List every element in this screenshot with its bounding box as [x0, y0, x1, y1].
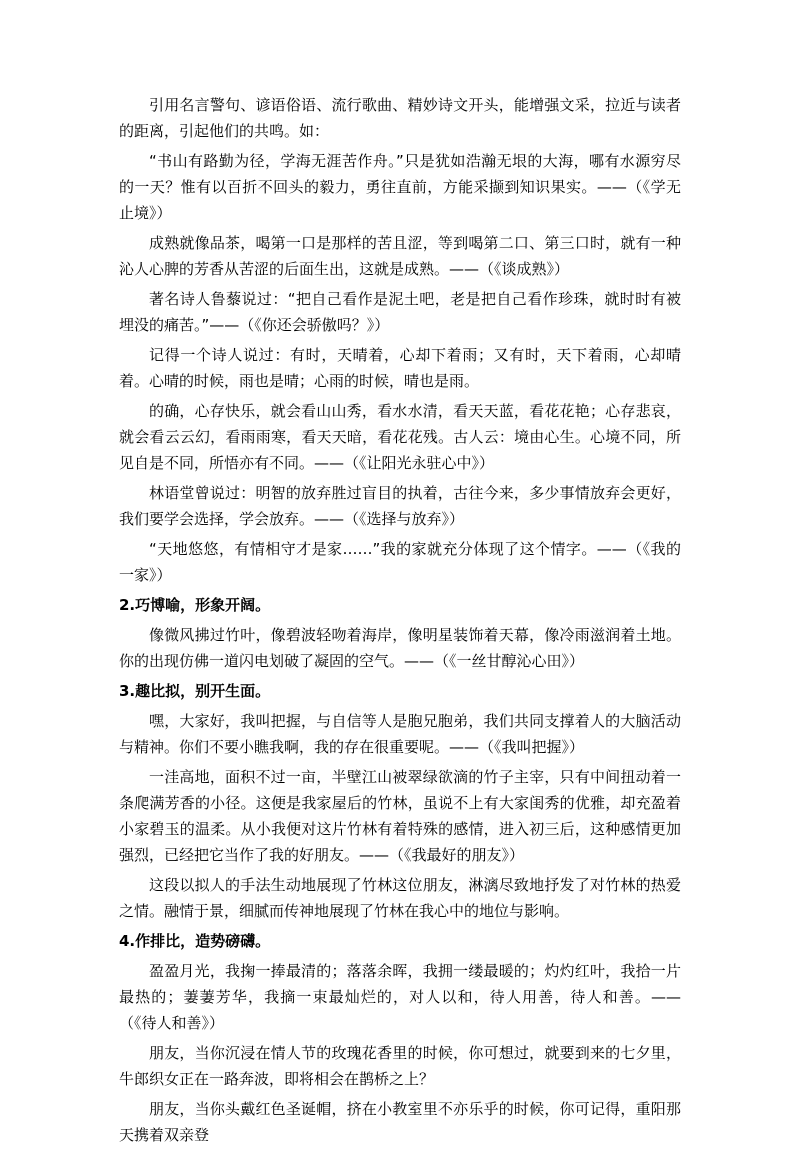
paragraph-friend-valentine: 朋友，当你沉浸在情人节的玫瑰花香里的时候，你可想过，就要到来的七夕里，牛郎织女正在一路奔波，即将相会在鹊桥之上？	[119, 1044, 681, 1088]
paragraph-poet-luli: 著名诗人鲁藜说过：“把自己看作是泥土吧，老是把自己看作珍珠，就时时有被埋没的痛苦。”——（《你还会骄傲吗？》）	[119, 290, 681, 334]
paragraph-metaphor: 像微风拂过竹叶，像碧波轻吻着海岸，像明星装饰着天幕，像冷雨滋润着土地。你的出现仿佛一道闪电划破了凝固的空气。——（《一丝甘醇沁心田》）	[119, 626, 681, 670]
paragraph-grasp: 嘿，大家好，我叫把握，与自信等人是胞兄胞弟，我们共同支撑着人的大脑活动与精神。你们不要小瞧我啊，我的存在很重要呢。——（《我叫把握》）	[119, 712, 681, 756]
paragraph-mood: 的确，心存快乐，就会看山山秀，看水水清，看天天蓝，看花花艳；心存悲哀，就会看云云幻，看雨雨寒，看天天暗，看花花残。古人云：境由心生。心境不同，所见自是不同，所悟亦有不同。——（《让阳光永驻心中》）	[119, 402, 681, 472]
paragraph-linyutang: 林语堂曾说过：明智的放弃胜过盲目的执着，古往今来，多少事情放弃会更好，我们要学会选择，学会放弃。——（《选择与放弃》）	[119, 484, 681, 528]
paragraph-friend-christmas: 朋友，当你头戴红色圣诞帽，挤在小教室里不亦乐乎的时候，你可记得，重阳那天携着双亲登	[119, 1100, 681, 1144]
paragraph-bamboo-comment: 这段以拟人的手法生动地展现了竹林这位朋友，淋漓尽致地抒发了对竹林的热爱之情。融情于景，细腻而传神地展现了竹林在我心中的地位与影响。	[119, 876, 681, 920]
paragraph-maturity: 成熟就像品茶，喝第一口是那样的苦且涩，等到喝第二口、第三口时，就有一种沁人心脾的芳香从苦涩的后面生出，这就是成熟。——（《谈成熟》）	[119, 234, 681, 278]
paragraph-family: “天地悠悠，有情相守才是家……”我的家就充分体现了这个情字。——（《我的一家》）	[119, 540, 681, 584]
paragraph-intro: 引用名言警句、谚语俗语、流行歌曲、精妙诗文开头，能增强文采，拉近与读者的距离，引起他们的共鸣。如：	[119, 96, 681, 140]
section-heading-metaphor: 2.巧博喻，形象开阔。	[119, 596, 271, 614]
paragraph-bamboo: 一洼高地，面积不过一亩，半壁江山被翠绿欲滴的竹子主宰，只有中间扭动着一条爬满芳香的小径。这便是我家屋后的竹林，虽说不上有大家闺秀的优雅，却充盈着小家碧玉的温柔。从小我便对这片竹林有着特殊的感情，进入初三后，这种感情更加强烈，已经把它当作了我的好朋友。——（《我最好的朋友》）	[119, 768, 681, 864]
paragraph-moonlight: 盈盈月光，我掬一捧最清的；落落余晖，我拥一缕最暖的；灼灼红叶，我拾一片最热的；萋萋芳华，我摘一束最灿烂的，对人以和，待人用善，待人和善。——（《待人和善》）	[119, 962, 681, 1032]
section-heading-parallelism: 4.作排比，造势磅礴。	[119, 932, 271, 950]
section-heading-personification: 3.趣比拟，别开生面。	[119, 682, 271, 700]
paragraph-quote-study: “书山有路勤为径，学海无涯苦作舟。”只是犹如浩瀚无垠的大海，哪有水源穷尽的一天？惟有以百折不回头的毅力，勇往直前，方能采撷到知识果实。——（《学无止境》）	[119, 152, 681, 222]
document-page	[119, 92, 681, 1152]
paragraph-poet-rain: 记得一个诗人说过：有时，天晴着，心却下着雨；又有时，天下着雨，心却晴着。心晴的时候，雨也是晴；心雨的时候，晴也是雨。	[119, 346, 681, 390]
